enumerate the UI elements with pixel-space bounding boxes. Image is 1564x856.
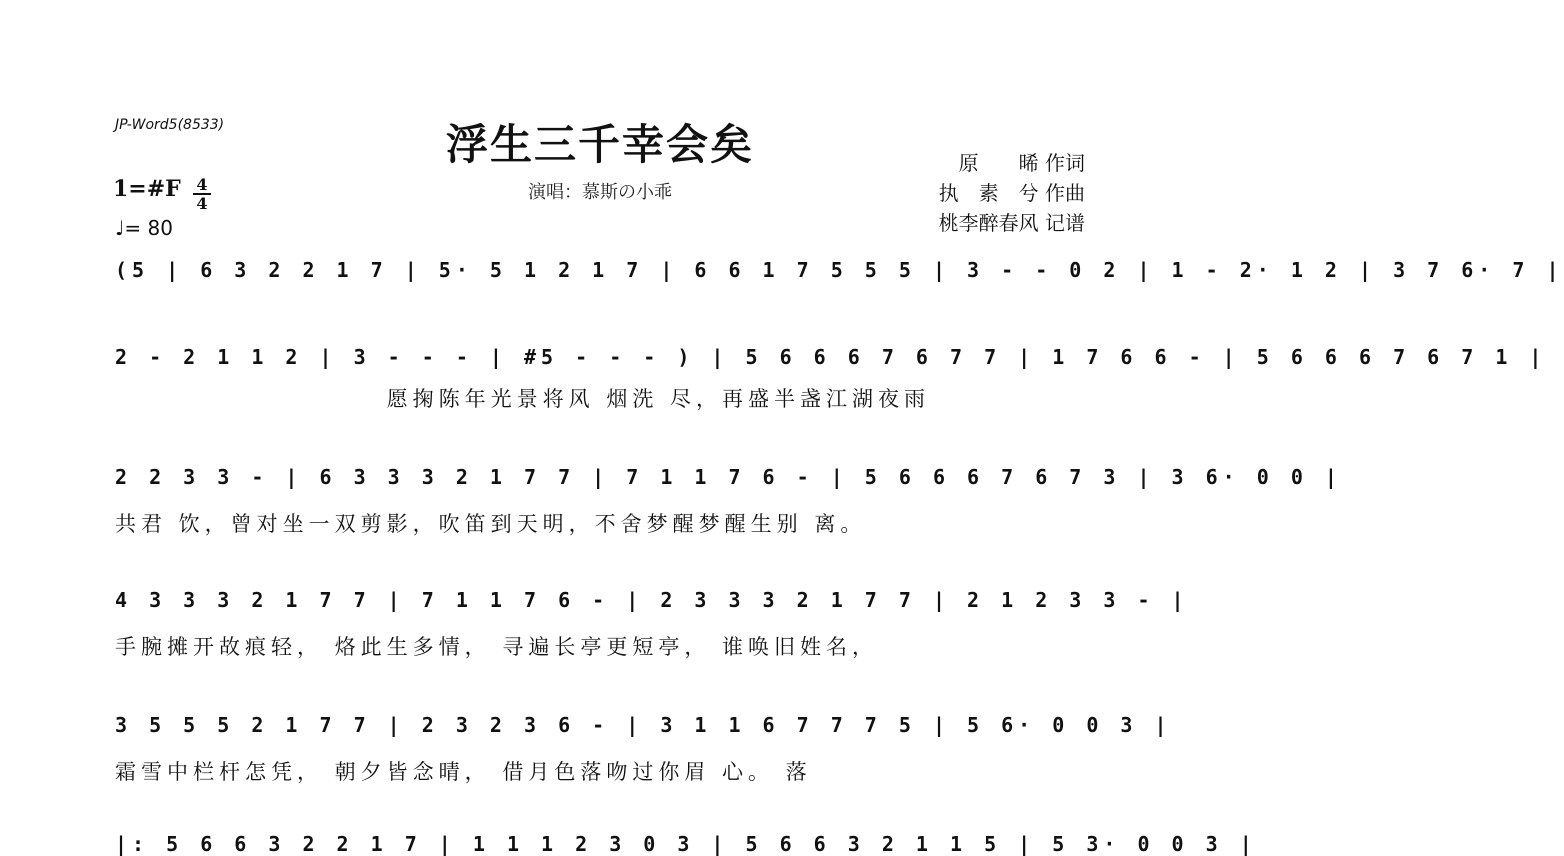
singer-credit: 演唱：慕斯の小乖 [528, 182, 672, 203]
notation-line-2: 2 - 2 1 1 2 | 3 - - - | #5 - - - ) | 5 6 6 6 7 6 7 7 | 1 7 6 6 - | 5 6 6 6 7 6 7 1 | [115, 345, 1547, 369]
software-watermark: JP-Word5(8533) [115, 117, 225, 133]
key-signature: 1=#F [113, 176, 181, 202]
lyric-line-5: 霜雪中栏杆怎凭， 朝夕皆念晴， 借月色落吻过你眉 心。 落 [115, 760, 812, 784]
lyric-line-4: 手腕摊开故痕轻， 烙此生多情， 寻遍长亭更短亭， 谁唤旧姓名， [115, 635, 879, 659]
song-title: 浮生三千幸会矣 [445, 120, 754, 169]
notation-line-4: 4 3 3 3 2 1 7 7 | 7 1 1 7 6 - | 2 3 3 3 2 1 7 7 | 2 1 2 3 3 - | [115, 588, 1189, 612]
time-signature-top: 4 [196, 175, 208, 194]
lyric-line-3: 共君 饮，曾对坐一双剪影，吹笛到天明，不舍梦醒梦醒生别 离。 [115, 512, 867, 536]
lyricist-credit: 原 晞 作词 [958, 151, 1085, 175]
notation-line-3: 2 2 3 3 - | 6 3 3 3 2 1 7 7 | 7 1 1 7 6 - | 5 6 6 6 7 6 7 3 | 3 6· 0 0 | [115, 465, 1342, 489]
notation-line-1: (5 | 6 3 2 2 1 7 | 5· 5 1 2 1 7 | 6 6 1 7 5 5 5 | 3 - - 0 2 | 1 - 2· 1 2 | 3 7 6· 7 | [115, 258, 1564, 282]
time-signature [193, 176, 211, 212]
tempo-marking: ♩= 80 [115, 216, 173, 240]
time-signature-bottom: 4 [193, 193, 211, 212]
notation-line-5: 3 5 5 5 2 1 7 7 | 2 3 2 3 6 - | 3 1 1 6 7 7 7 5 | 5 6· 0 0 3 | [115, 713, 1172, 737]
lyric-line-2: 愿掬陈年光景将风 烟洗 尽，再盛半盏江湖夜雨 [115, 387, 931, 411]
transcriber-credit: 桃李醉春风 记谱 [938, 211, 1085, 235]
composer-credit: 执 素 兮 作曲 [938, 181, 1085, 205]
notation-line-6: |: 5 6 6 3 2 2 1 7 | 1 1 1 2 3 0 3 | 5 6 6 3 2 1 1 5 | 5 3· 0 0 3 | [115, 832, 1257, 856]
